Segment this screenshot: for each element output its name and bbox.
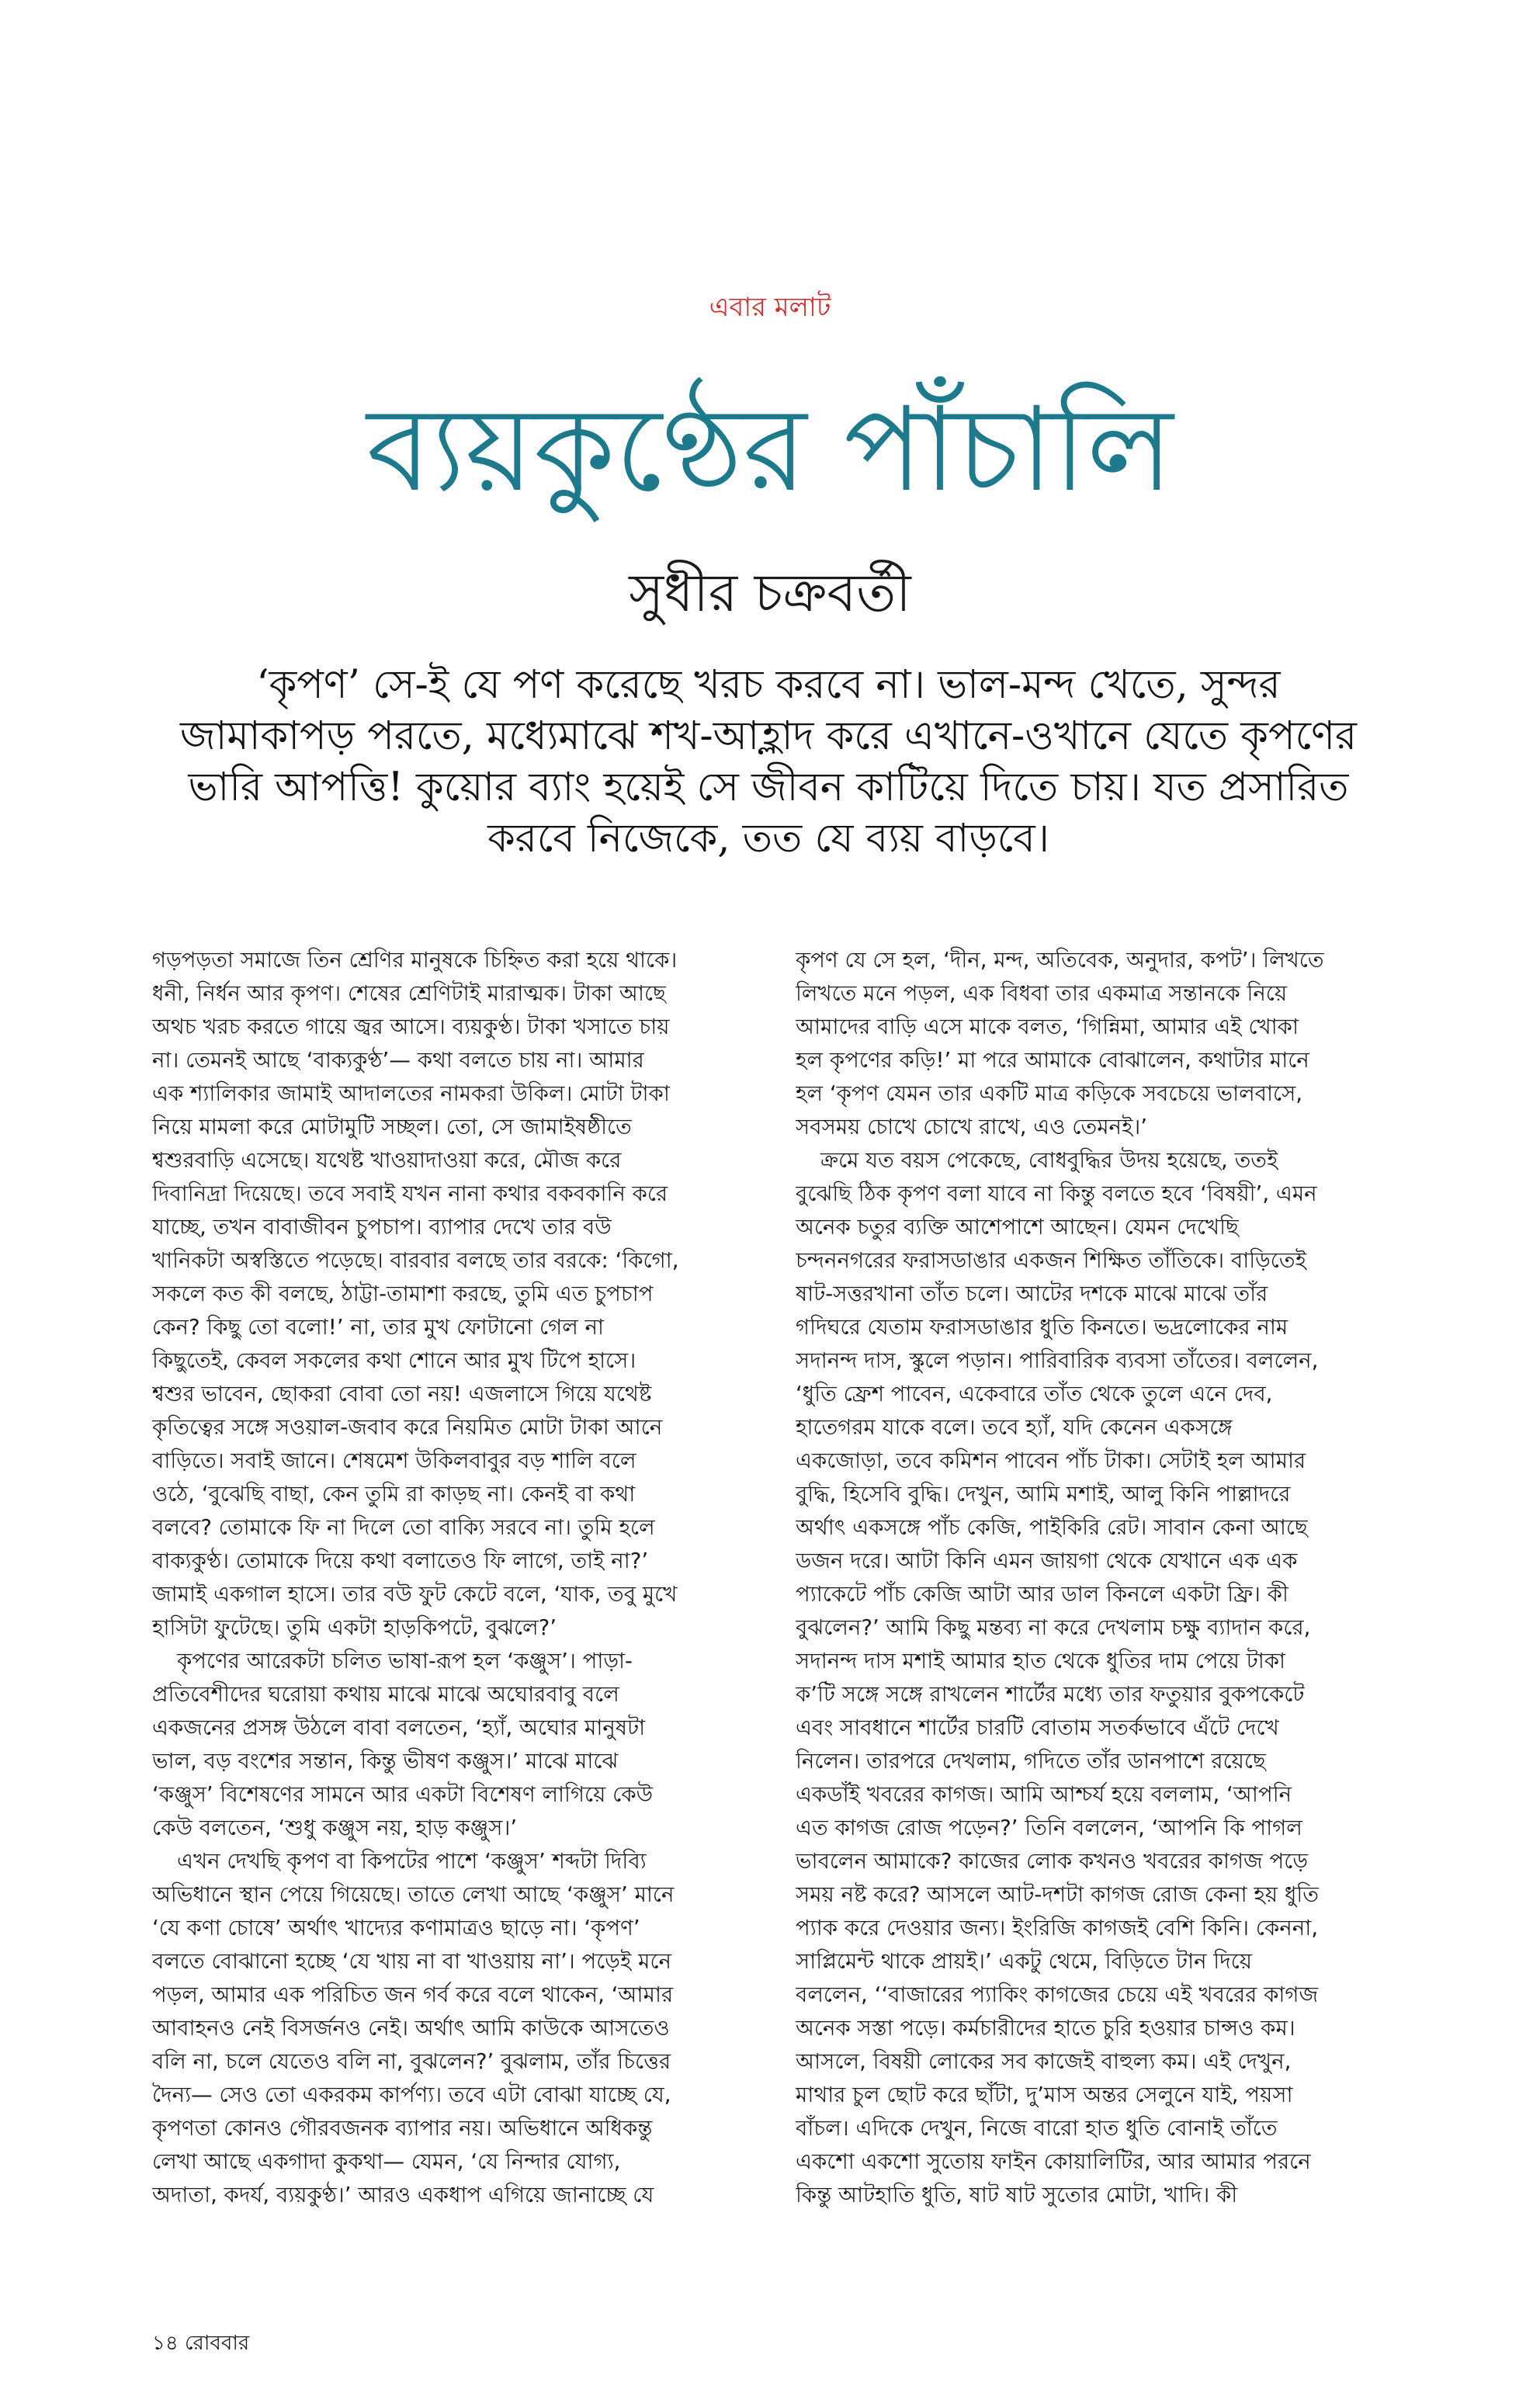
page-folio: ১৪ রোববার [152, 2332, 250, 2355]
text-line: কৃপণের আরেকটা চলিত ভাষা-রূপ হল ‘কঞ্জুস’। পাড়া- [177, 1648, 633, 1673]
text-line: প্যাক করে দেওয়ার জন্য। ইংরিজি কাগজই বেশি কিনি। কেননা, [796, 1915, 1318, 1940]
text-line: বলি না, চলে যেতেও বলি না, বুঝলেন?’ বুঝলাম, তাঁর চিত্তের [152, 2048, 671, 2074]
text-line: অদাতা, কদর্য, ব্যয়কুণ্ঠ।’ আরও একধাপ এগিয়ে জানাচ্ছে যে [152, 2182, 654, 2207]
text-line: হাতেগরম যাকে বলে। তবে হ্যাঁ, যদি কেনেন একসঙ্গে [796, 1414, 1233, 1440]
text-line: শ্বশুরবাড়ি এসেছে। যথেষ্ট খাওয়াদাওয়া করে, মৌজ করে [152, 1147, 622, 1173]
section-kicker: এবার মলাট [709, 292, 831, 323]
text-line: হল ‘কৃপণ যেমন তার একটি মাত্র কড়িকে সবচেয়ে ভালবাসে, [796, 1080, 1303, 1106]
text-line: ওঠে, ‘বুঝেছি বাছা, কেন তুমি রা কাড়ছ না। কেনই বা কথা [152, 1481, 636, 1507]
text-line: ক্রমে যত বয়স পেকেছে, বোধবুদ্ধির উদয় হয়েছে, ততই [820, 1147, 1278, 1173]
text-line: অভিধানে স্থান পেয়ে গিয়েছে। তাতে লেখা আছে ‘কঞ্জুস’ মানে [152, 1881, 675, 1907]
text-line: দৈন্য— সেও তো একরকম কার্পণ্য। তবে এটা বোঝা যাচ্ছে যে, [152, 2082, 671, 2107]
text-line: বাড়িতে। সবাই জানে। শেষমেশ উকিলবাবুর বড় শালি বলে [152, 1448, 636, 1473]
text-line: অনেক চতুর ব্যক্তি আশেপাশে আছেন। যেমন দেখেছি [796, 1214, 1239, 1240]
text-line: নিয়ে মামলা করে মোটামুটি সচ্ছল। তো, সে জামাইষষ্ঠীতে [152, 1114, 632, 1139]
text-line: কেউ বলতেন, ‘শুধু কঞ্জুস নয়, হাড় কঞ্জুস।’ [152, 1815, 518, 1840]
text-line: কিছুতেই, কেবল সকলের কথা শোনে আর মুখ টিপে হাসে। [152, 1347, 636, 1373]
text-line: আসলে, বিষয়ী লোকের সব কাজেই বাহুল্য কম। এই দেখুন, [796, 2048, 1292, 2074]
text-line: আমাদের বাড়ি এসে মাকে বলত, ‘গিন্নিমা, আমার এই খোকা [796, 1014, 1299, 1039]
text-line: বললেন, ‘‘বাজারের প্যাকিং কাগজের চেয়ে এই খবরের কাগজ [796, 1982, 1319, 2007]
right-column [796, 943, 1386, 2211]
text-line: অর্থাৎ একসঙ্গে পাঁচ কেজি, পাইকিরি রেট। সাবান কেনা আছে [796, 1514, 1308, 1540]
text-line: এত কাগজ রোজ পড়েন?’ তিনি বললেন, ‘আপনি কি পাগল [796, 1815, 1302, 1840]
standfirst-line: ভারি আপত্তি! কুয়োর ব্যাং হয়েই সে জীবন কাটিয়ে দিতে চায়। যত প্রসারিত [188, 765, 1349, 810]
text-line: শ্বশুর ভাবেন, ছোকরা বোবা তো নয়! এজলাসে গিয়ে যথেষ্ট [152, 1381, 652, 1406]
text-line: ‘যে কণা চোষে’ অর্থাৎ খাদ্যের কণামাত্রও ছাড়ে না। ‘কৃপণ’ [152, 1915, 640, 1940]
text-line: কৃতিত্বের সঙ্গে সওয়াল-জবাব করে নিয়মিত মোটা টাকা আনে [152, 1414, 663, 1440]
text-line: এবং সাবধানে শার্টের চারটি বোতাম সতর্কভাবে এঁটে দেখে [796, 1715, 1279, 1740]
standfirst-line: জামাকাপড় পরতে, মধ্যেমাঝে শখ-আহ্লাদ করে এখানে-ওখানে যেতে কৃপণের [180, 713, 1357, 759]
text-line: বুঝলেন?’ আমি কিছু মন্তব্য না করে দেখলাম চক্ষু ব্যাদান করে, [796, 1614, 1311, 1640]
text-line: কিন্তু আটহাতি ধুতি, ষাট ষাট সুতোর মোটা, খাদি। কী [796, 2182, 1238, 2207]
text-line: বাক্যকুণ্ঠ। তোমাকে দিয়ে কথা বলাতেও ফি লাগে, তাই না?’ [152, 1548, 649, 1573]
text-line: কেন? কিছু তো বলো!’ না, তার মুখ ফোটানো গেল না [152, 1314, 605, 1340]
text-line: সাপ্লিমেন্ট থাকে প্রায়ই।’ একটু থেমে, বিড়িতে টান দিয়ে [796, 1948, 1253, 1974]
text-line: দিবানিদ্রা দিয়েছে। তবে সবাই যখন নানা কথার বকবকানি করে [152, 1181, 668, 1206]
text-line: বুদ্ধি, হিসেবি বুদ্ধি। দেখুন, আমি মশাই, আলু কিনি পাল্লাদরে [796, 1481, 1291, 1507]
text-line: হল কৃপণের কড়ি!’ মা পরে আমাকে বোঝালেন, কথাটার মানে [796, 1047, 1309, 1073]
author-byline: সুধীর চক্রবর্তী [629, 563, 911, 624]
text-line: মাথার চুল ছোট করে ছাঁটা, দু’মাস অন্তর সেলুনে যাই, পয়সা [796, 2082, 1293, 2107]
text-line: কৃপণ যে সে হল, ‘দীন, মন্দ, অতিবেক, অনুদার, কপট’। লিখতে [796, 947, 1324, 973]
text-line: ‘ধুতি ফ্রেশ পাবেন, একেবারে তাঁত থেকে তুলে এনে দেব, [796, 1381, 1273, 1406]
text-line: পড়ল, আমার এক পরিচিত জন গর্ব করে বলে থাকেন, ‘আমার [152, 1982, 674, 2007]
text-line: ভাবলেন আমাকে? কাজের লোক কখনও খবরের কাগজ পড়ে [796, 1848, 1309, 1874]
text-line: ধনী, নির্ধন আর কৃপণ। শেষের শ্রেণিটাই মারাত্মক। টাকা আছে [152, 980, 666, 1006]
text-line: ক’টি সঙ্গে সঙ্গে রাখলেন শার্টের মধ্যে তার ফতুয়ার বুকপকেটে [796, 1681, 1305, 1707]
left-column [152, 943, 730, 2211]
text-line: এখন দেখছি কৃপণ বা কিপটের পাশে ‘কঞ্জুস’ শব্দটা দিব্যি [177, 1848, 647, 1874]
text-line: সদানন্দ দাস মশাই আমার হাত থেকে ধুতির দাম পেয়ে টাকা [796, 1648, 1286, 1673]
text-line: নিলেন। তারপরে দেখলাম, গদিতে তাঁর ডানপাশে রয়েছে [796, 1748, 1266, 1774]
text-line: বুঝেছি ঠিক কৃপণ বলা যাবে না কিন্তু বলতে হবে ‘বিষয়ী’, এমন [796, 1181, 1317, 1206]
standfirst-line: ‘কৃপণ’ সে-ই যে পণ করেছে খরচ করবে না। ভাল-মন্দ খেতে, সুন্দর [256, 662, 1281, 708]
text-line: এক শ্যালিকার জামাই আদালতের নামকরা উকিল। মোটা টাকা [152, 1080, 670, 1106]
text-line: একশো একশো সুতোয় ফাইন কোয়ালিটির, আর আমার পরনে [796, 2148, 1311, 2174]
text-line: অনেক সস্তা পড়ে। কর্মচারীদের হাতে চুরি হওয়ার চান্সও কম। [796, 2015, 1295, 2041]
text-line: ষাট-সত্তরখানা তাঁত চলে। আটের দশকে মাঝে মাঝে তাঁর [796, 1281, 1268, 1306]
text-line: সদানন্দ দাস, স্কুলে পড়ান। পারিবারিক ব্যবসা তাঁতের। বললেন, [796, 1347, 1319, 1373]
text-line: অথচ খরচ করতে গায়ে জ্বর আসে। ব্যয়কুণ্ঠ। টাকা খসাতে চায় [152, 1014, 670, 1039]
text-line: গদিঘরে যেতাম ফরাসডাঙার ধুতি কিনতে। ভদ্রলোকের নাম [796, 1314, 1289, 1340]
text-line: খানিকটা অস্বস্তিতে পড়েছে। বারবার বলছে তার বরকে: ‘কিগো, [152, 1247, 679, 1273]
text-line: লিখতে মনে পড়ল, এক বিধবা তার একমাত্র সন্তানকে নিয়ে [796, 980, 1288, 1006]
text-line: প্রতিবেশীদের ঘরোয়া কথায় মাঝে মাঝে অঘোরবাবু বলে [152, 1681, 619, 1707]
text-line: সবসময় চোখে চোখে রাখে, এও তেমনই।’ [796, 1114, 1147, 1139]
text-line: একডাঁই খবরের কাগজ। আমি আশ্চর্য হয়ে বললাম, ‘আপনি [796, 1781, 1292, 1807]
text-line: হাসিটা ফুটেছে। তুমি একটা হাড়কিপটে, বুঝলে?’ [152, 1614, 557, 1640]
text-line: বাঁচল। এদিকে দেখুন, নিজে বারো হাত ধুতি বোনাই তাঁতে [796, 2115, 1278, 2141]
text-line: যাচ্ছে, তখন বাবাজীবন চুপচাপ। ব্যাপার দেখে তার বউ [152, 1214, 612, 1240]
text-line: ভাল, বড় বংশের সন্তান, কিন্তু ভীষণ কঞ্জুস।’ মাঝে মাঝে [152, 1748, 619, 1774]
text-line: না। তেমনই আছে ‘বাক্যকুণ্ঠ’— কথা বলতে চায় না। আমার [152, 1047, 644, 1073]
text-line: লেখা আছে একগাদা কুকথা— যেমন, ‘যে নিন্দার যোগ্য, [152, 2148, 621, 2174]
text-line: সকলে কত কী বলছে, ঠাট্টা-তামাশা করছে, তুমি এত চুপচাপ [152, 1281, 654, 1306]
text-line: একজোড়া, তবে কমিশন পাবেন পাঁচ টাকা। সেটাই হল আমার [796, 1448, 1306, 1473]
text-line: সময় নষ্ট করে? আসলে আট-দশটা কাগজ রোজ কেনা হয় ধুতি [796, 1881, 1320, 1907]
text-line: ডজন দরে। আটা কিনি এমন জায়গা থেকে যেখানে এক এক [796, 1548, 1298, 1573]
text-line: কৃপণতা কোনও গৌরবজনক ব্যাপার নয়। অভিধানে অধিকন্তু [152, 2115, 653, 2141]
text-line: চন্দননগরের ফরাসডাঙার একজন শিক্ষিত তাঁতিকে। বাড়িতেই [796, 1247, 1306, 1273]
text-line: ‘কঞ্জুস’ বিশেষণের সামনে আর একটা বিশেষণ লাগিয়ে কেউ [152, 1781, 654, 1807]
standfirst-line: করবে নিজেকে, তত যে ব্যয় বাড়বে। [487, 816, 1049, 862]
text-line: গড়পড়তা সমাজে তিন শ্রেণির মানুষকে চিহ্নিত করা হয়ে থাকে। [152, 947, 678, 973]
text-line: আবাহনও নেই বিসর্জনও নেই। অর্থাৎ আমি কাউকে আসতেও [152, 2015, 670, 2041]
text-line: প্যাকেটে পাঁচ কেজি আটা আর ডাল কিনলে একটা ফ্রি। কী [796, 1581, 1289, 1607]
text-line: একজনের প্রসঙ্গ উঠলে বাবা বলতেন, ‘হ্যাঁ, অঘোর মানুষটা [152, 1715, 646, 1740]
standfirst [155, 660, 1382, 865]
article-title: ব্যয়কুণ্ঠের পাঁচালি [366, 383, 1174, 518]
text-line: বলবে? তোমাকে ফি না দিলে তো বাক্যি সরবে না। তুমি হলে [152, 1514, 655, 1540]
text-line: জামাই একগাল হাসে। তার বউ ফুট কেটে বলে, ‘যাক, তবু মুখে [152, 1581, 678, 1607]
text-line: বলতে বোঝানো হচ্ছে ‘যে খায় না বা খাওয়ায় না’। পড়েই মনে [152, 1948, 672, 1974]
